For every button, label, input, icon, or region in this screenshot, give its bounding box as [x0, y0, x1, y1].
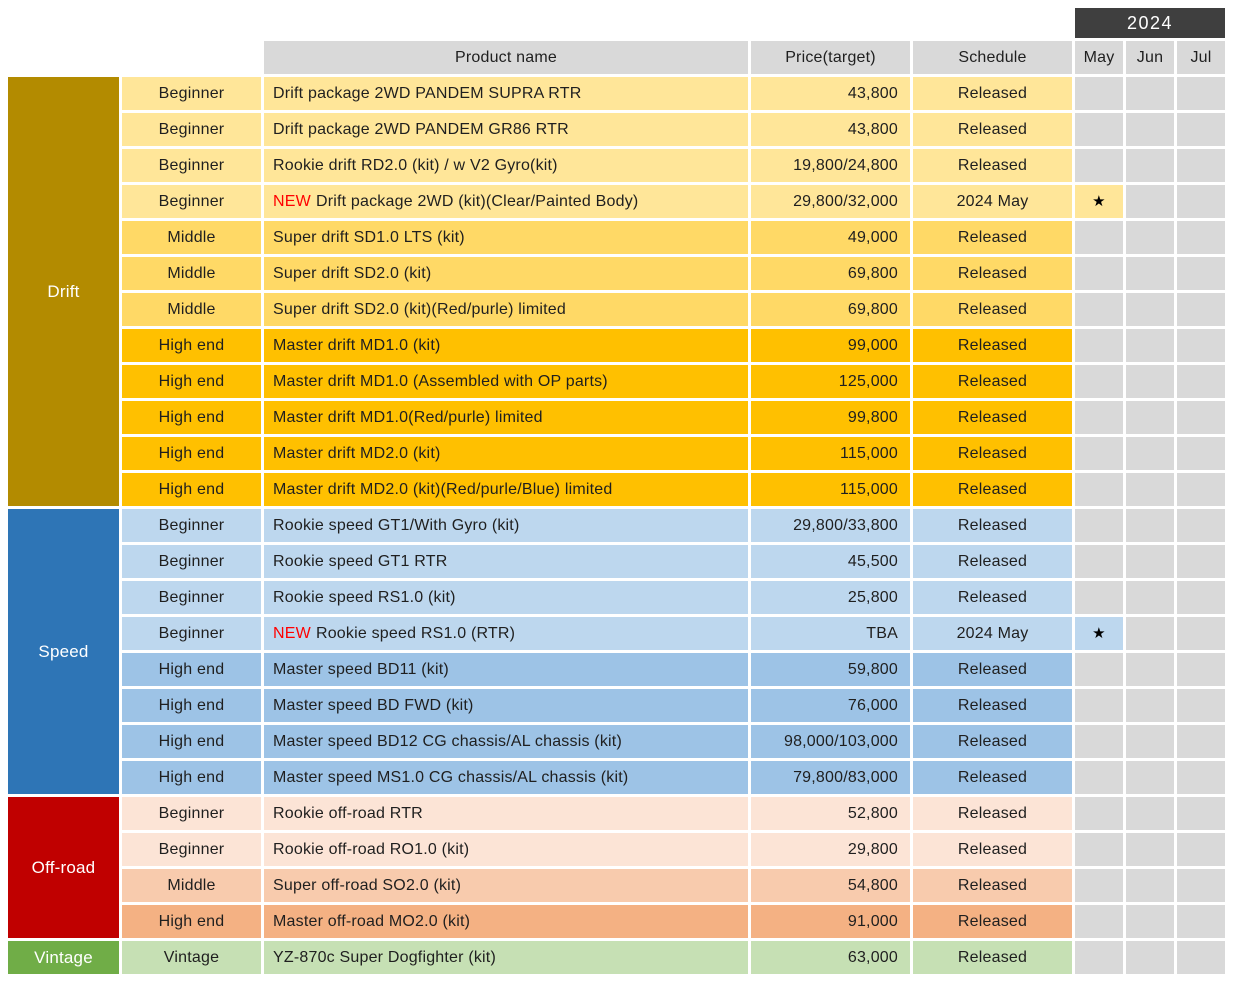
year-banner: 2024 [1075, 8, 1225, 38]
month-cell-may [1075, 869, 1123, 902]
month-cell-may [1075, 617, 1123, 650]
month-cell-jun [1126, 689, 1174, 722]
schedule-cell: Released [913, 473, 1072, 506]
month-cell-jul [1177, 293, 1225, 326]
month-cell-jun [1126, 833, 1174, 866]
product-cell: Master off-road MO2.0 (kit) [264, 905, 748, 938]
month-cell-jul [1177, 329, 1225, 362]
month-cell-may [1075, 545, 1123, 578]
month-cell-jun [1126, 509, 1174, 542]
product-cell: YZ-870c Super Dogfighter (kit) [264, 941, 748, 974]
tier-cell: Beginner [122, 545, 261, 578]
tier-cell: Middle [122, 869, 261, 902]
price-cell: 29,800/33,800 [751, 509, 910, 542]
tier-cell: Beginner [122, 617, 261, 650]
tier-cell: Beginner [122, 581, 261, 614]
month-cell-jun [1126, 221, 1174, 254]
month-cell-jul [1177, 617, 1225, 650]
price-cell: 115,000 [751, 473, 910, 506]
month-cell-jul [1177, 689, 1225, 722]
column-header-product-name: Product name [264, 41, 748, 74]
tier-cell: Beginner [122, 509, 261, 542]
tier-cell: Beginner [122, 149, 261, 182]
price-cell: 54,800 [751, 869, 910, 902]
price-cell: 125,000 [751, 365, 910, 398]
month-cell-jul [1177, 509, 1225, 542]
month-cell-may [1075, 509, 1123, 542]
price-cell: TBA [751, 617, 910, 650]
product-cell: Drift package 2WD PANDEM SUPRA RTR [264, 77, 748, 110]
product-cell: Super drift SD1.0 LTS (kit) [264, 221, 748, 254]
month-cell-jun [1126, 761, 1174, 794]
price-cell: 59,800 [751, 653, 910, 686]
schedule-cell: Released [913, 833, 1072, 866]
product-cell: NEW Rookie speed RS1.0 (RTR) [264, 617, 748, 650]
month-cell-jun [1126, 725, 1174, 758]
month-cell-jul [1177, 869, 1225, 902]
price-cell: 52,800 [751, 797, 910, 830]
month-cell-jun [1126, 149, 1174, 182]
price-cell: 98,000/103,000 [751, 725, 910, 758]
month-cell-jul [1177, 833, 1225, 866]
month-cell-jun [1126, 869, 1174, 902]
month-cell-jul [1177, 257, 1225, 290]
month-cell-may [1075, 581, 1123, 614]
product-cell: Master speed MS1.0 CG chassis/AL chassis (kit) [264, 761, 748, 794]
month-cell-may [1075, 329, 1123, 362]
product-cell: Super off-road SO2.0 (kit) [264, 869, 748, 902]
schedule-cell: Released [913, 941, 1072, 974]
tier-cell: Middle [122, 221, 261, 254]
month-cell-jun [1126, 401, 1174, 434]
price-cell: 76,000 [751, 689, 910, 722]
schedule-cell: Released [913, 581, 1072, 614]
month-cell-may [1075, 365, 1123, 398]
schedule-cell: Released [913, 869, 1072, 902]
tier-cell: Middle [122, 257, 261, 290]
product-cell: Super drift SD2.0 (kit)(Red/purle) limited [264, 293, 748, 326]
product-roadmap-table [8, 8, 1225, 974]
tier-cell: High end [122, 761, 261, 794]
month-cell-jul [1177, 761, 1225, 794]
month-cell-jul [1177, 113, 1225, 146]
schedule-cell: Released [913, 689, 1072, 722]
month-cell-may [1075, 257, 1123, 290]
price-cell: 99,000 [751, 329, 910, 362]
month-cell-jun [1126, 365, 1174, 398]
month-cell-jul [1177, 653, 1225, 686]
product-cell: NEW Drift package 2WD (kit)(Clear/Painted Body) [264, 185, 748, 218]
price-cell: 69,800 [751, 293, 910, 326]
month-cell-jul [1177, 185, 1225, 218]
price-cell: 25,800 [751, 581, 910, 614]
category-cell-off-road: Off-road [8, 797, 119, 938]
product-cell: Rookie speed GT1 RTR [264, 545, 748, 578]
category-cell-drift: Drift [8, 77, 119, 506]
month-cell-may [1075, 797, 1123, 830]
product-cell: Rookie off-road RO1.0 (kit) [264, 833, 748, 866]
month-cell-may [1075, 437, 1123, 470]
schedule-cell: Released [913, 761, 1072, 794]
column-header-jun: Jun [1126, 41, 1174, 74]
tier-cell: Vintage [122, 941, 261, 974]
schedule-cell: Released [913, 365, 1072, 398]
schedule-cell: Released [913, 509, 1072, 542]
month-cell-may [1075, 941, 1123, 974]
schedule-cell: Released [913, 221, 1072, 254]
tier-cell: Beginner [122, 113, 261, 146]
product-cell: Master drift MD2.0 (kit)(Red/purle/Blue) limited [264, 473, 748, 506]
month-cell-jun [1126, 293, 1174, 326]
price-cell: 49,000 [751, 221, 910, 254]
price-cell: 99,800 [751, 401, 910, 434]
category-cell-speed: Speed [8, 509, 119, 794]
tier-cell: High end [122, 365, 261, 398]
month-cell-jun [1126, 77, 1174, 110]
product-cell: Rookie speed RS1.0 (kit) [264, 581, 748, 614]
month-cell-jul [1177, 77, 1225, 110]
month-cell-jun [1126, 617, 1174, 650]
column-header-schedule: Schedule [913, 41, 1072, 74]
month-cell-jul [1177, 725, 1225, 758]
month-cell-may [1075, 149, 1123, 182]
product-cell: Master speed BD11 (kit) [264, 653, 748, 686]
month-cell-may [1075, 113, 1123, 146]
month-cell-jul [1177, 221, 1225, 254]
tier-cell: High end [122, 329, 261, 362]
price-cell: 91,000 [751, 905, 910, 938]
month-cell-jul [1177, 581, 1225, 614]
month-cell-may [1075, 401, 1123, 434]
tier-cell: High end [122, 401, 261, 434]
tier-cell: High end [122, 725, 261, 758]
month-cell-may [1075, 77, 1123, 110]
tier-cell: Beginner [122, 833, 261, 866]
month-cell-jun [1126, 653, 1174, 686]
schedule-cell: Released [913, 797, 1072, 830]
month-cell-jun [1126, 905, 1174, 938]
month-cell-may [1075, 293, 1123, 326]
month-cell-jul [1177, 473, 1225, 506]
month-cell-may [1075, 653, 1123, 686]
month-cell-jul [1177, 401, 1225, 434]
product-cell: Super drift SD2.0 (kit) [264, 257, 748, 290]
price-cell: 29,800 [751, 833, 910, 866]
price-cell: 43,800 [751, 113, 910, 146]
column-header-price: Price(target) [751, 41, 910, 74]
month-cell-may [1075, 761, 1123, 794]
star-icon: ★ [1092, 192, 1106, 210]
schedule-cell: Released [913, 257, 1072, 290]
product-cell: Master speed BD12 CG chassis/AL chassis (kit) [264, 725, 748, 758]
month-cell-jun [1126, 113, 1174, 146]
schedule-cell: Released [913, 725, 1072, 758]
month-cell-may [1075, 185, 1123, 218]
tier-cell: High end [122, 905, 261, 938]
price-cell: 43,800 [751, 77, 910, 110]
schedule-cell: Released [913, 401, 1072, 434]
new-tag: NEW [273, 192, 311, 210]
tier-cell: High end [122, 689, 261, 722]
product-cell: Master drift MD1.0(Red/purle) limited [264, 401, 748, 434]
month-cell-may [1075, 689, 1123, 722]
month-cell-jul [1177, 365, 1225, 398]
price-cell: 69,800 [751, 257, 910, 290]
star-icon: ★ [1092, 624, 1106, 642]
product-cell: Rookie drift RD2.0 (kit) / w V2 Gyro(kit) [264, 149, 748, 182]
tier-cell: Beginner [122, 185, 261, 218]
month-cell-jun [1126, 473, 1174, 506]
month-cell-may [1075, 833, 1123, 866]
price-cell: 79,800/83,000 [751, 761, 910, 794]
schedule-cell: 2024 May [913, 185, 1072, 218]
product-cell: Master drift MD1.0 (Assembled with OP parts) [264, 365, 748, 398]
tier-cell: High end [122, 473, 261, 506]
schedule-cell: Released [913, 545, 1072, 578]
new-tag: NEW [273, 624, 311, 642]
schedule-cell: Released [913, 653, 1072, 686]
month-cell-jul [1177, 941, 1225, 974]
month-cell-may [1075, 221, 1123, 254]
month-cell-may [1075, 473, 1123, 506]
tier-cell: Beginner [122, 77, 261, 110]
tier-cell: Middle [122, 293, 261, 326]
tier-cell: High end [122, 437, 261, 470]
schedule-cell: 2024 May [913, 617, 1072, 650]
price-cell: 29,800/32,000 [751, 185, 910, 218]
price-cell: 115,000 [751, 437, 910, 470]
column-header-may: May [1075, 41, 1123, 74]
schedule-cell: Released [913, 437, 1072, 470]
schedule-cell: Released [913, 113, 1072, 146]
month-cell-jun [1126, 941, 1174, 974]
product-cell: Rookie off-road RTR [264, 797, 748, 830]
schedule-cell: Released [913, 77, 1072, 110]
product-cell: Rookie speed GT1/With Gyro (kit) [264, 509, 748, 542]
tier-cell: High end [122, 653, 261, 686]
month-cell-jun [1126, 581, 1174, 614]
month-cell-may [1075, 725, 1123, 758]
month-cell-jun [1126, 257, 1174, 290]
month-cell-jun [1126, 329, 1174, 362]
column-header-jul: Jul [1177, 41, 1225, 74]
month-cell-jun [1126, 545, 1174, 578]
schedule-cell: Released [913, 905, 1072, 938]
schedule-cell: Released [913, 149, 1072, 182]
product-cell: Drift package 2WD PANDEM GR86 RTR [264, 113, 748, 146]
schedule-cell: Released [913, 329, 1072, 362]
month-cell-may [1075, 905, 1123, 938]
schedule-cell: Released [913, 293, 1072, 326]
month-cell-jul [1177, 437, 1225, 470]
month-cell-jun [1126, 797, 1174, 830]
month-cell-jun [1126, 185, 1174, 218]
price-cell: 19,800/24,800 [751, 149, 910, 182]
month-cell-jul [1177, 149, 1225, 182]
month-cell-jul [1177, 905, 1225, 938]
category-cell-vintage: Vintage [8, 941, 119, 974]
product-cell: Master drift MD2.0 (kit) [264, 437, 748, 470]
month-cell-jul [1177, 797, 1225, 830]
product-cell: Master drift MD1.0 (kit) [264, 329, 748, 362]
price-cell: 45,500 [751, 545, 910, 578]
product-cell: Master speed BD FWD (kit) [264, 689, 748, 722]
month-cell-jul [1177, 545, 1225, 578]
price-cell: 63,000 [751, 941, 910, 974]
month-cell-jun [1126, 437, 1174, 470]
tier-cell: Beginner [122, 797, 261, 830]
